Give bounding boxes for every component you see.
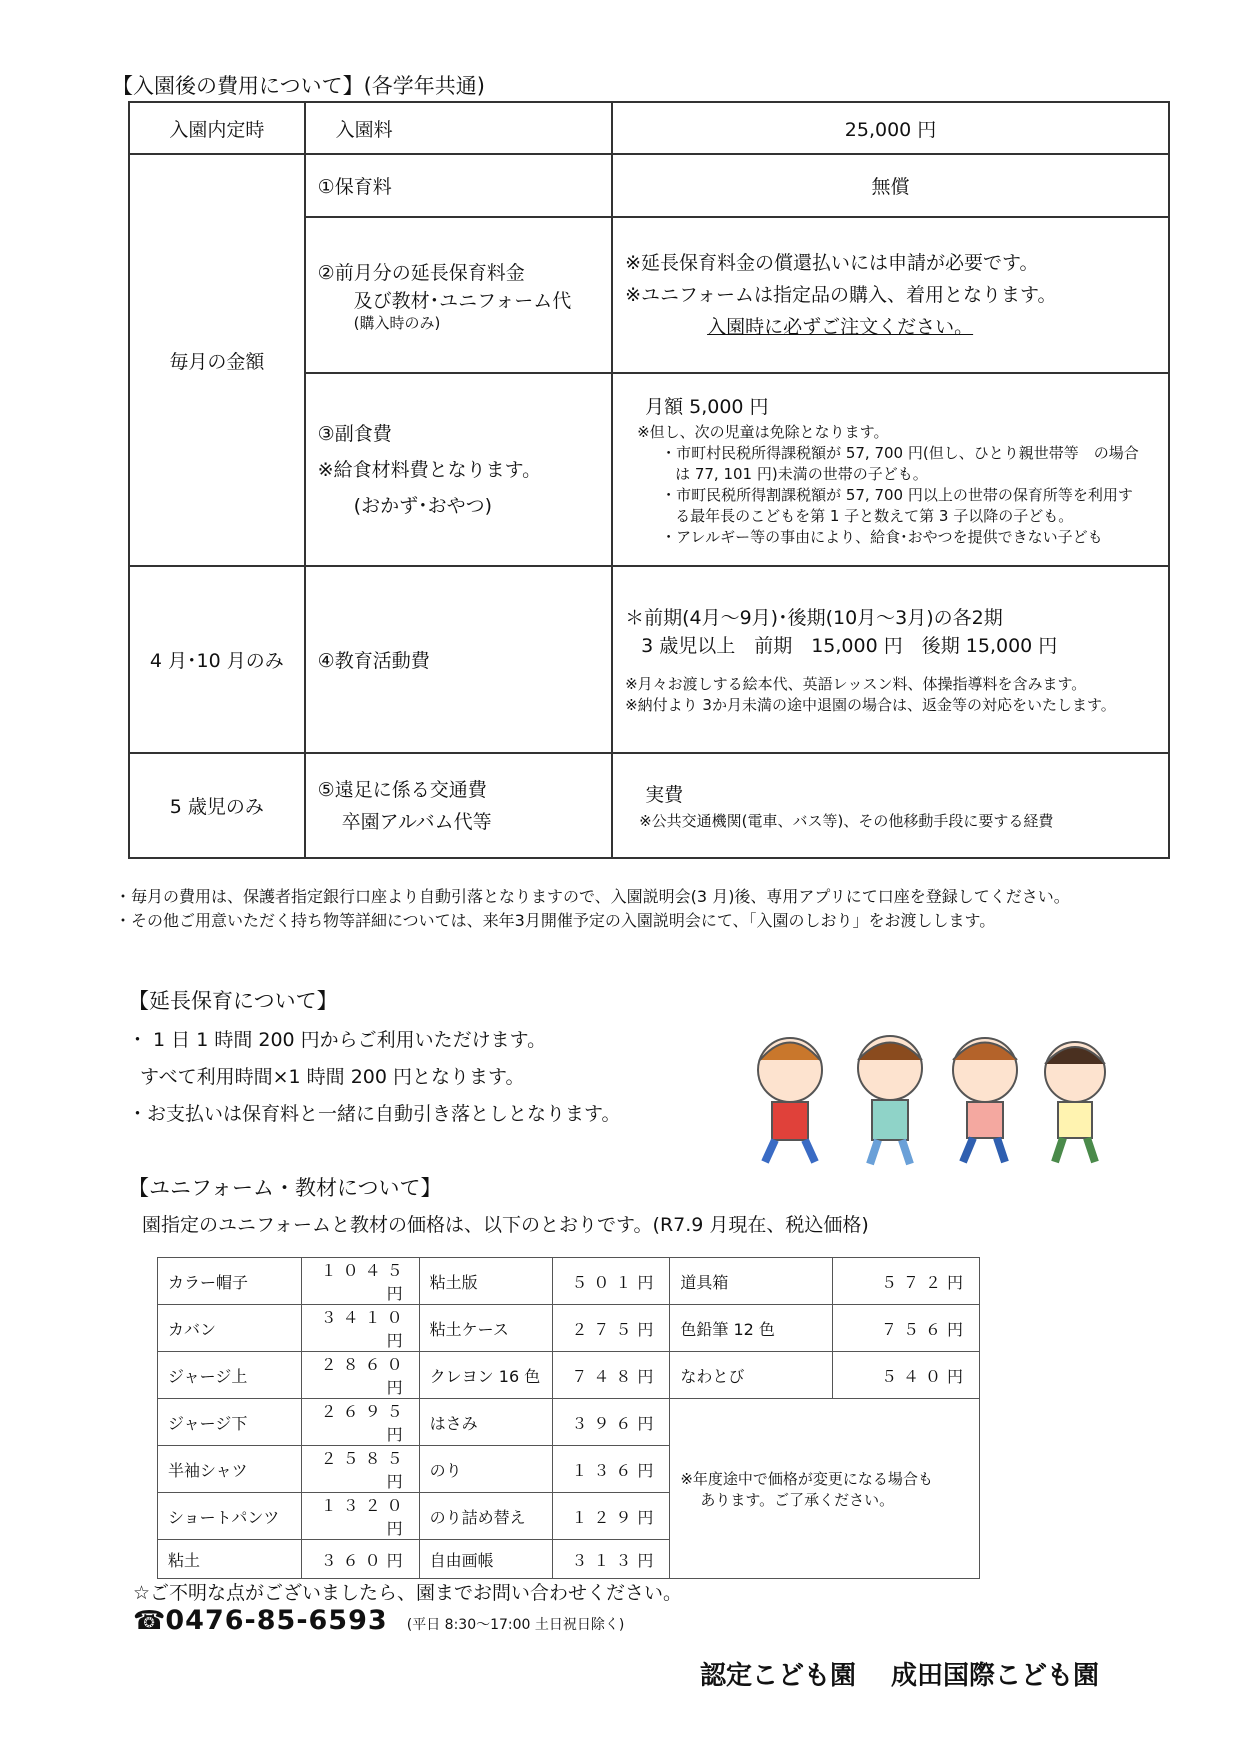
side-exempt: ※但し、次の児童は免除となります。 [637,422,889,441]
price-table [157,1257,980,1579]
price-value: １２９円 [552,1493,670,1540]
item-name: 自由画帳 [419,1540,552,1579]
phone-number[interactable]: 0476-85-6593 [165,1605,388,1636]
price-note-line: ※年度途中で価格が変更になる場合も [680,1469,933,1488]
extended-note: ※延長保育料金の償還払いには申請が必要です。 [625,252,1039,274]
cell-enroll-item: 入園料 [305,102,612,154]
cell-edu-detail [612,566,1169,753]
price-value: １３２０円 [301,1493,419,1540]
extended-note: ※ユニフォームは指定品の購入、着用となります。 [625,284,1057,306]
inquiry-text: ☆ご不明な点がございましたら、園までお問い合わせください。 [133,1582,683,1604]
phone-line [133,1605,624,1636]
extended-care-line: すべて利用時間×1 時間 200 円となります。 [140,1066,525,1088]
price-value: ７５６円 [833,1305,980,1352]
fee-table [128,101,1170,859]
edu-note: ※月々お渡しする絵本代、英語レッスン料、体操指導料を含みます。 [625,674,1087,693]
item-name: のり詰め替え [419,1493,552,1540]
extended-item: ②前月分の延長保育料金 [317,261,525,284]
side-item: ③副食費 [317,422,392,445]
trip-item: ⑤遠足に係る交通費 [317,778,487,801]
item-name: 粘土 [158,1540,302,1579]
item-name: ジャージ上 [158,1352,302,1399]
children-illustration [730,1020,1140,1170]
child-figure [758,1036,1105,1164]
side-amount: 月額 5,000 円 [645,395,769,418]
item-name: ショートパンツ [158,1493,302,1540]
trip-item2: 卒園アルバム代等 [341,810,492,833]
price-row [158,1258,980,1305]
price-value: ５４０円 [833,1352,980,1399]
cell-side-detail [612,373,1169,566]
item-name: 粘土版 [419,1258,552,1305]
price-value: ５０１円 [552,1258,670,1305]
trip-amount: 実費 [645,784,684,806]
price-value: ３１３円 [552,1540,670,1579]
item-name: カラー帽子 [158,1258,302,1305]
footnote: ・その他ご用意いただく持ち物等詳細については、来年3月開催予定の入園説明会にて、「入園のしおり」をお渡しします。 [115,911,996,930]
cell-edu-item: ④教育活動費 [305,566,612,753]
cell-enroll-amount: 25,000 円 [612,102,1169,154]
item-name: 道具箱 [670,1258,833,1305]
cell-monthly-label: 毎月の金額 [129,154,305,566]
price-value: １０４５円 [301,1258,419,1305]
cell-childcare-amount: 無償 [612,154,1169,217]
price-value: ５７２円 [833,1258,980,1305]
price-note-line: あります。ご了承ください。 [700,1490,895,1509]
item-name: 色鉛筆 12 色 [670,1305,833,1352]
uniform-intro: 園指定のユニフォームと教材の価格は、以下のとおりです。(R7.9 月現在、税込価格) [142,1214,869,1236]
item-name: ジャージ下 [158,1399,302,1446]
side-item2: ※給食材料費となります。 [317,458,542,481]
side-line: ・市町民税所得割課税額が 57, 700 円以上の世帯の保育所等を利用す [661,485,1133,504]
cell-edu-when: 4 月･10 月のみ [129,566,305,753]
cell-trip-detail [612,753,1169,858]
price-note [670,1399,980,1579]
price-value: ３６０円 [301,1540,419,1579]
item-name: クレヨン 16 色 [419,1352,552,1399]
price-value: １３６円 [552,1446,670,1493]
price-value: ２５８５円 [301,1446,419,1493]
item-name: なわとび [670,1352,833,1399]
extended-item2: 及び教材･ユニフォーム代 [353,289,572,312]
side-item3: (おかず･おやつ) [353,494,492,517]
item-name: 粘土ケース [419,1305,552,1352]
side-line: る最年長のこどもを第 1 子と数えて第 3 子以降の子ども。 [675,506,1074,525]
extended-care-line: ・ 1 日 1 時間 200 円からご利用いただけます。 [128,1029,547,1051]
price-row [158,1305,980,1352]
side-line: は 77, 101 円)未満の世帯の子ども。 [675,464,928,483]
extended-care-body [128,1022,620,1133]
price-value: ３９６円 [552,1399,670,1446]
side-line: ・アレルギー等の事由により、給食･おやつを提供できない子ども [661,527,1103,546]
trip-note: ※公共交通機関(電車、バス等)、その他移動手段に要する経費 [639,812,1054,830]
organization-name: 認定こども園 成田国際こども園 [700,1661,1100,1691]
footnote: ・毎月の費用は、保護者指定銀行口座より自動引落となりますので、入園説明会(3 月)後、専用アプリにて口座を登録してください。 [115,887,1070,906]
extended-note-underlined: 入園時に必ずご注文ください。 [707,316,974,338]
price-value: ７４８円 [552,1352,670,1399]
edu-line1: ＊前期(4月～9月)･後期(10月～3月)の各2期 [625,606,1003,629]
cell-extended-notes [612,217,1169,373]
cell-side-item [305,373,612,566]
phone-icon: ☎ [133,1606,166,1636]
extended-care-title: 【延長保育について】 [128,989,338,1013]
cell-trip-item [305,753,612,858]
price-value: ２８６０円 [301,1352,419,1399]
item-name: 半袖シャツ [158,1446,302,1493]
price-value: ２７５円 [552,1305,670,1352]
edu-note: ※納付より 3か月未満の途中退園の場合は、返金等の対応をいたします。 [625,695,1116,714]
cell-childcare-item: ①保育料 [305,154,612,217]
cell-extended-item [305,217,612,373]
price-row [158,1352,980,1399]
item-name: はさみ [419,1399,552,1446]
extended-item3: (購入時のみ) [353,313,441,332]
uniform-title: 【ユニフォーム・教材について】 [128,1176,442,1200]
price-value: ３４１０円 [301,1305,419,1352]
item-name: カバン [158,1305,302,1352]
extended-care-line: ・お支払いは保育料と一緒に自動引き落としとなります。 [128,1103,621,1125]
price-value: ２６９５円 [301,1399,419,1446]
price-row [158,1399,980,1446]
item-name: のり [419,1446,552,1493]
phone-hours: (平日 8:30～17:00 土日祝日除く) [406,1617,625,1633]
fees-title: 【入園後の費用について】(各学年共通) [112,74,485,98]
edu-line2: 3 歳児以上 前期 15,000 円 後期 15,000 円 [641,634,1058,657]
cell-trip-when: 5 歳児のみ [129,753,305,858]
side-line: ・市町村民税所得課税額が 57, 700 円(但し、ひとり親世帯等 の場合 [661,443,1139,462]
cell-enroll-when: 入園内定時 [129,102,305,154]
